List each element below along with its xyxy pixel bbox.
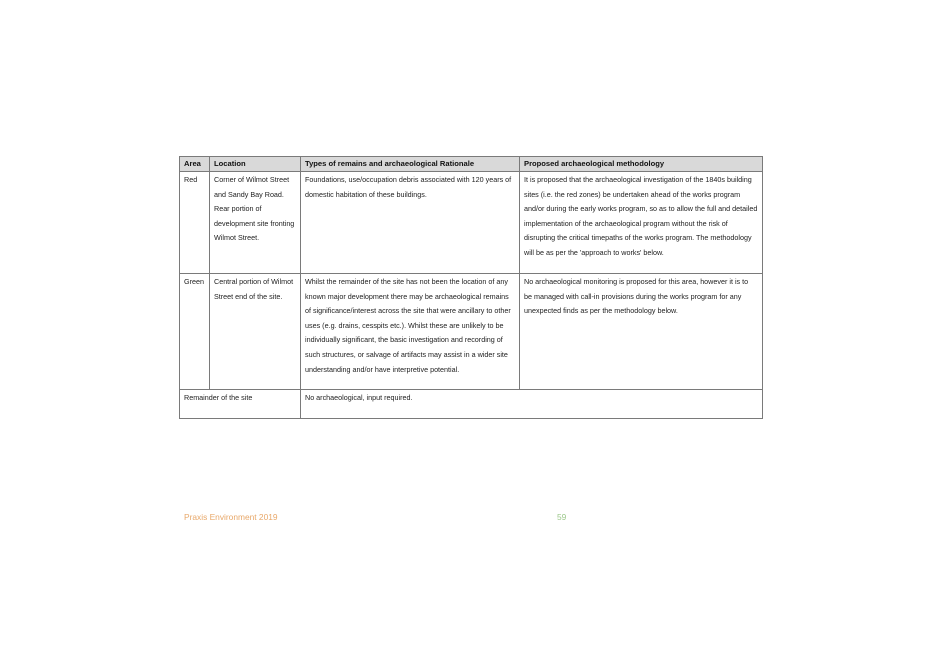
cell-location-green: Central portion of Wilmot Street end of the site. — [210, 274, 301, 390]
footer-company: Praxis Environment 2019 — [184, 512, 278, 522]
header-types: Types of remains and archaeological Rationale — [301, 157, 520, 172]
cell-remainder-text: No archaeological, input required. — [301, 390, 763, 419]
cell-types-green: Whilst the remainder of the site has not been the location of any known major development there may be archaeological remains of significance/interest across the site that were ancillary to other uses (e.g. drains, cesspits etc.). Whilst these are unlikely to be individually significant, the basic investigation and recording of such structures, or salvage of artifacts may assist in a wider site understanding and/or have interpretive potential. — [301, 274, 520, 390]
table-header-row — [180, 157, 763, 172]
cell-methodology-green: No archaeological monitoring is proposed for this area, however it is to be managed with call-in provisions during the works program for any unexpected finds as per the methodology below. — [520, 274, 763, 390]
header-location: Location — [210, 157, 301, 172]
archaeological-methodology-table — [179, 156, 763, 419]
cell-area-red: Red — [180, 172, 210, 274]
cell-area-green: Green — [180, 274, 210, 390]
footer-page-number: 59 — [557, 512, 567, 522]
cell-types-red: Foundations, use/occupation debris associated with 120 years of domestic habitation of these buildings. — [301, 172, 520, 274]
cell-remainder-label: Remainder of the site — [180, 390, 301, 419]
table-row-green — [180, 274, 763, 390]
cell-methodology-red: It is proposed that the archaeological investigation of the 1840s building sites (i.e. the red zones) be undertaken ahead of the works program and/or during the early works program, so as to allow the full and detailed implementation of the archaeological program without the risk of disrupting the critical timepaths of the works program. The methodology will be as per the 'approach to works' below. — [520, 172, 763, 274]
header-area: Area — [180, 157, 210, 172]
cell-location-red: Corner of Wilmot Street and Sandy Bay Road. Rear portion of development site fronting Wilmot Street. — [210, 172, 301, 274]
table-row-remainder — [180, 390, 763, 419]
table-row-red — [180, 172, 763, 274]
header-methodology: Proposed archaeological methodology — [520, 157, 763, 172]
